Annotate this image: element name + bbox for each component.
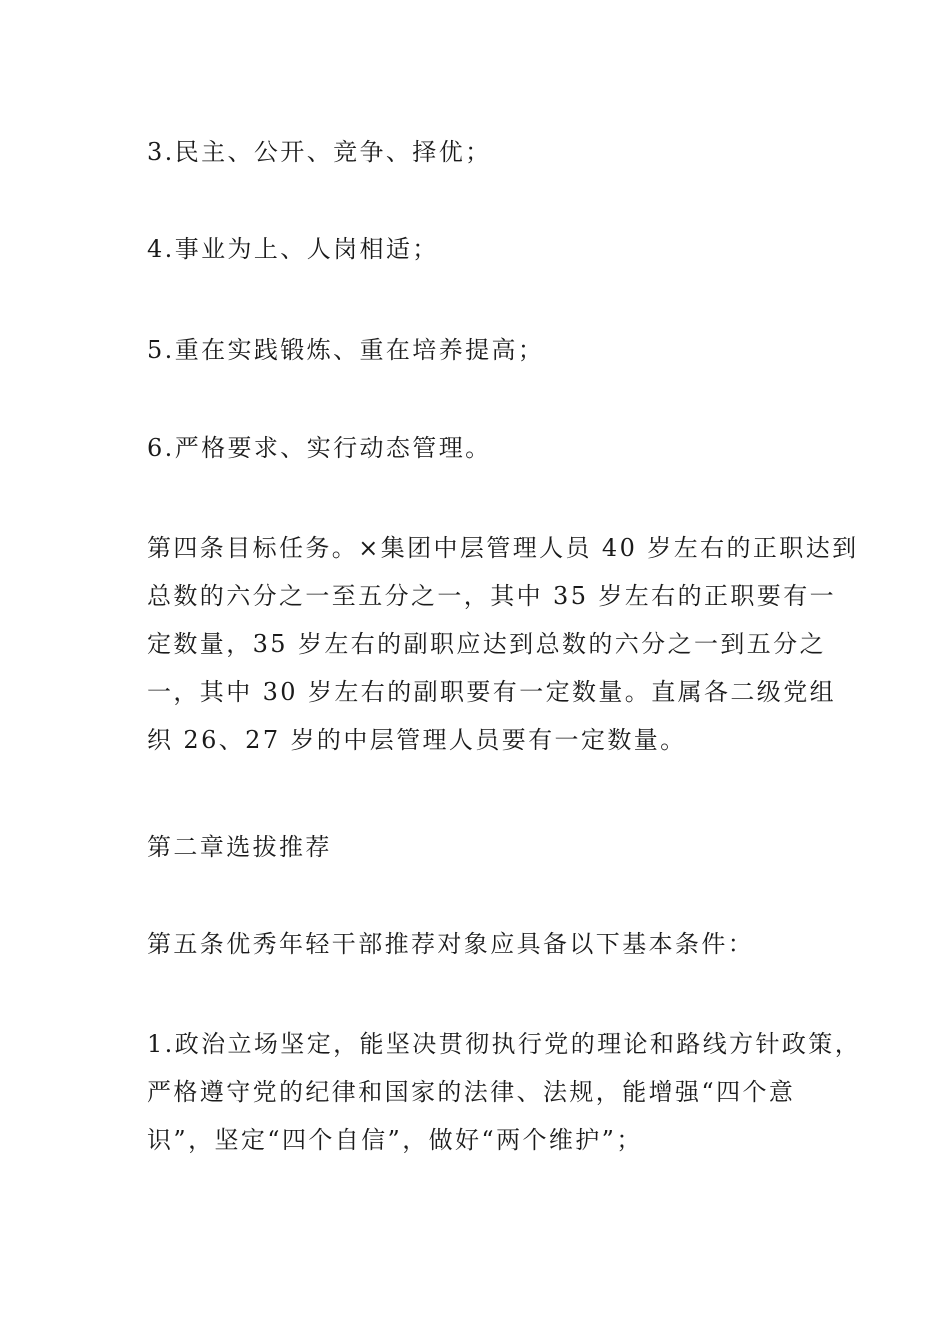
text-line: 3.民主、公开、竞争、择优； [147,138,492,166]
text-line: 识”，坚定“四个自信”，做好“两个维护”； [147,1126,643,1154]
principle-item-5 [147,326,812,374]
text-line: 4.事业为上、人岗相适； [147,235,439,263]
text-line: 第五条优秀年轻干部推荐对象应具备以下基本条件： [147,930,755,958]
text-line: 6.严格要求、实行动态管理。 [147,434,492,462]
article-4-paragraph [147,524,859,764]
text-line: 1.政治立场坚定，能坚决贯彻执行党的理论和路线方针政策， [147,1030,862,1058]
article-5-paragraph [147,920,812,968]
text-line: 5.重在实践锻炼、重在培养提高； [147,336,545,364]
text-line: 一，其中 30 岁左右的副职要有一定数量。直属各二级党组 [147,678,836,706]
text-line: 严格遵守党的纪律和国家的法律、法规，能增强“四个意 [147,1078,796,1106]
text-line: 第四条目标任务。×集团中层管理人员 40 岁左右的正职达到 [147,534,859,562]
chapter-2-heading [147,823,812,871]
condition-item-1 [147,1020,862,1164]
principle-item-6 [147,424,812,472]
text-line: 定数量，35 岁左右的副职应达到总数的六分之一到五分之 [147,630,826,658]
principle-item-4 [147,225,812,273]
text-line: 总数的六分之一至五分之一，其中 35 岁左右的正职要有一 [147,582,836,610]
principle-item-3 [147,128,812,176]
text-line: 第二章选拔推荐 [147,833,332,861]
text-line: 织 26、27 岁的中层管理人员要有一定数量。 [147,726,687,754]
